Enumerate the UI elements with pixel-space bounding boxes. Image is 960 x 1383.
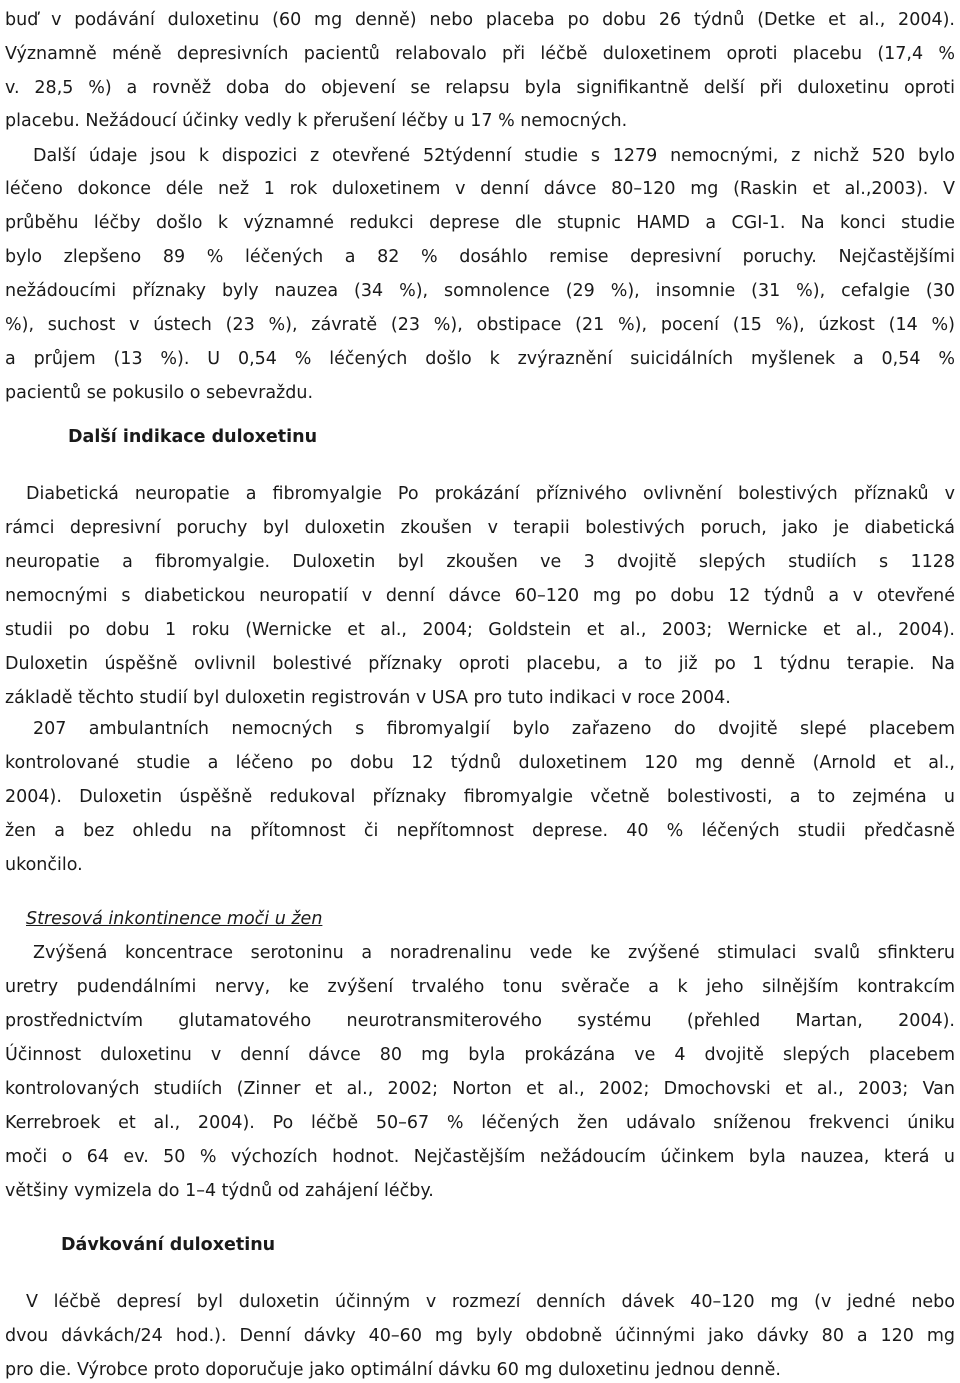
text-line: prostřednictvím glutamatového neurotransmiterového systému (přehled Martan, 2004). <box>5 1011 955 1031</box>
section-heading: Další indikace duloxetinu <box>68 427 318 447</box>
text-line: uretry pudendálními nervy, ke zvýšení trvalého tonu svěrače a k jeho silnějším kontrakcím <box>5 977 955 997</box>
text-line: nežádoucími příznaky byly nauzea (34 %), somnolence (29 %), insomnie (31 %), cefalgie (30 <box>5 281 955 301</box>
text-line: bylo zlepšeno 89 % léčených a 82 % dosáhlo remise depresivní poruchy. Nejčastějšími <box>5 247 955 267</box>
text-line: v. 28,5 %) a rovněž doba do objevení se relapsu byla signifikantně delší při duloxetinu oproti <box>5 78 955 98</box>
text-line: buď v podávání duloxetinu (60 mg denně) nebo placeba po dobu 26 týdnů (Detke et al., 2004). <box>5 10 955 30</box>
text-line: 2004). Duloxetin úspěšně redukoval příznaky fibromyalgie včetně bolestivosti, a to zejména u <box>5 787 955 807</box>
text-line: Kerrebroek et al., 2004). Po léčbě 50–67 % léčených žen udávalo sníženou frekvenci úniku <box>5 1113 955 1133</box>
subsection-heading: Stresová inkontinence moči u žen <box>26 909 323 929</box>
text-line: Významně méně depresivních pacientů relabovalo při léčbě duloxetinem oproti placebu (17,4 % <box>5 44 955 64</box>
text-line: %), suchost v ústech (23 %), závratě (23 %), obstipace (21 %), pocení (15 %), úzkost (14 %) <box>5 315 955 335</box>
text-line: žen a bez ohledu na přítomnost či nepřítomnost deprese. 40 % léčených studii předčasně <box>5 821 955 841</box>
text-line: dvou dávkách/24 hod.). Denní dávky 40–60 mg byly obdobně účinnými jako dávky 80 a 120 mg <box>5 1326 955 1346</box>
text-line: pacientů se pokusilo o sebevraždu. <box>5 383 314 403</box>
text-line: placebu. Nežádoucí účinky vedly k přerušení léčby u 17 % nemocných. <box>5 111 628 131</box>
text-line: nemocnými s diabetickou neuropatií v denní dávce 60–120 mg po dobu 12 týdnů a v otevřené <box>5 586 955 606</box>
text-line: Diabetická neuropatie a fibromyalgie Po prokázání příznivého ovlivnění bolestivých příznaků v <box>26 484 955 504</box>
text-line: průběhu léčby došlo k významné redukci deprese dle stupnic HAMD a CGI-1. Na konci studie <box>5 213 955 233</box>
section-heading: Dávkování duloxetinu <box>61 1235 276 1255</box>
text-line: Zvýšená koncentrace serotoninu a noradrenalinu vede ke zvýšené stimulaci svalů sfinkteru <box>33 943 955 963</box>
text-line: ukončilo. <box>5 855 83 875</box>
text-line: Účinnost duloxetinu v denní dávce 80 mg byla prokázána ve 4 dvojitě slepých placebem <box>5 1045 955 1065</box>
text-line: kontrolované studie a léčeno po dobu 12 týdnů duloxetinem 120 mg denně (Arnold et al., <box>5 753 955 773</box>
text-line: neuropatie a fibromyalgie. Duloxetin byl zkoušen ve 3 dvojitě slepých studiích s 1128 <box>5 552 955 572</box>
text-line: Další údaje jsou k dispozici z otevřené 52týdenní studie s 1279 nemocnými, z nichž 520 bylo <box>33 146 955 166</box>
text-line: moči o 64 ev. 50 % výchozích hodnot. Nejčastějším nežádoucím účinkem byla nauzea, která u <box>5 1147 955 1167</box>
text-line: a průjem (13 %). U 0,54 % léčených došlo k zvýraznění suicidálních myšlenek a 0,54 % <box>5 349 955 369</box>
text-line: V léčbě depresí byl duloxetin účinným v rozmezí denních dávek 40–120 mg (v jedné nebo <box>26 1292 955 1312</box>
text-line: pro die. Výrobce proto doporučuje jako optimální dávku 60 mg duloxetinu jednou denně. <box>5 1360 781 1380</box>
text-line: rámci depresivní poruchy byl duloxetin zkoušen v terapii bolestivých poruch, jako je diabetická <box>5 518 955 538</box>
text-line: 207 ambulantních nemocných s fibromyalgií bylo zařazeno do dvojitě slepé placebem <box>33 719 955 739</box>
text-line: Duloxetin úspěšně ovlivnil bolestivé příznaky oproti placebu, a to již po 1 týdnu terapie. Na <box>5 654 955 674</box>
text-line: studii po dobu 1 roku (Wernicke et al., 2004; Goldstein et al., 2003; Wernicke et al., 2004). <box>5 620 955 640</box>
text-line: většiny vymizela do 1–4 týdnů od zahájení léčby. <box>5 1181 434 1201</box>
text-line: léčeno dokonce déle než 1 rok duloxetinem v denní dávce 80–120 mg (Raskin et al.,2003). V <box>5 179 955 199</box>
text-line: základě těchto studií byl duloxetin registrován v USA pro tuto indikaci v roce 2004. <box>5 688 731 708</box>
text-line: kontrolovaných studiích (Zinner et al., 2002; Norton et al., 2002; Dmochovski et al., 2003; Van <box>5 1079 955 1099</box>
